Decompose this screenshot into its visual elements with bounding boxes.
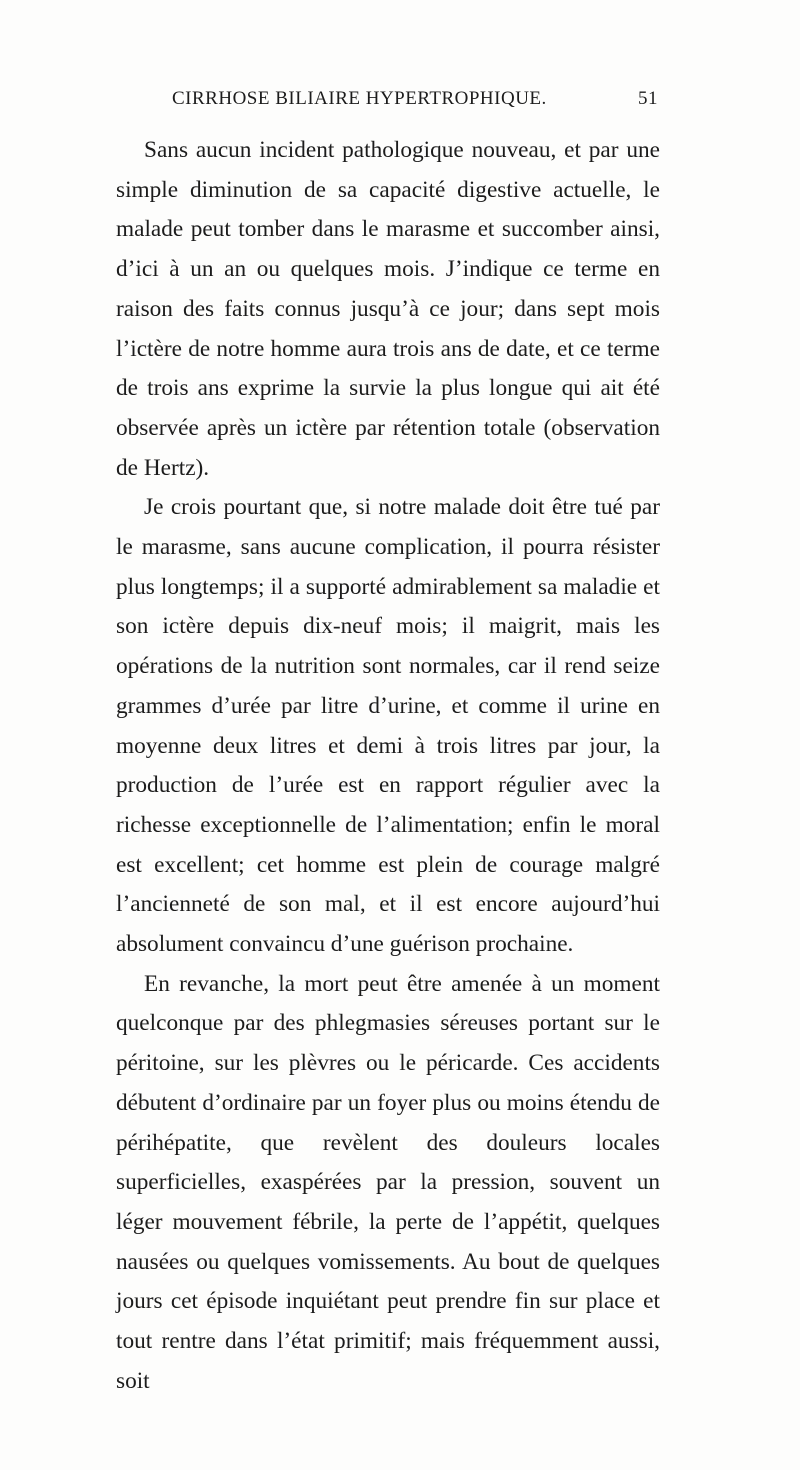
running-head xyxy=(172,88,658,118)
body-text xyxy=(116,131,660,1402)
paragraph-2: Je crois pourtant que, si notre malade doit être tué par le marasme, sans aucune complication, il pourra résister plus longtemps; il a supporté admirablement sa maladie et son ictère depuis dix-neuf mois; il maigrit, mais les opérations de la nutrition sont normales, car il rend seize grammes d’urée par litre d’urine, et comme il urine en moyenne deux litres et demi à trois litres par jour, la production de l’urée est en rapport régulier avec la richesse exceptionnelle de l’alimentation; enfin le moral est excellent; cet homme est plein de courage malgré l’ancienneté de son mal, et il est encore aujourd’hui absolument convaincu d’une guérison prochaine. xyxy=(116,494,660,958)
running-title: CIRRHOSE BILIAIRE HYPERTROPHIQUE. xyxy=(172,88,547,109)
page-number: 51 xyxy=(638,88,658,109)
paragraph-3: En revanche, la mort peut être amenée à un moment quelconque par des phlegmasies séreuses portant sur le péritoine, sur les plèvres ou le péricarde. Ces accidents débutent d’ordinaire par un foyer plus ou moins étendu de périhépatite, que revèlent des douleurs locales superficielles, exaspérées par la pression, souvent un léger mouvement fébrile, la perte de l’appétit, quelques nausées ou quelques vomissements. Au bout de quelques jours cet épisode inquiétant peut prendre fin sur place et tout rentre dans l’état primitif; mais fréquemment aussi, soit xyxy=(116,970,660,1394)
paragraph-1: Sans aucun incident pathologique nouveau, et par une simple diminution de sa capacité digestive actuelle, le malade peut tomber dans le marasme et succomber ainsi, d’ici à un an ou quelques mois. J’indique ce terme en raison des faits connus jusqu’à ce jour; dans sept mois l’ictère de notre homme aura trois ans de date, et ce terme de trois ans exprime la survie la plus longue qui ait été observée après un ictère par rétention totale (observation de Hertz). xyxy=(116,137,660,481)
